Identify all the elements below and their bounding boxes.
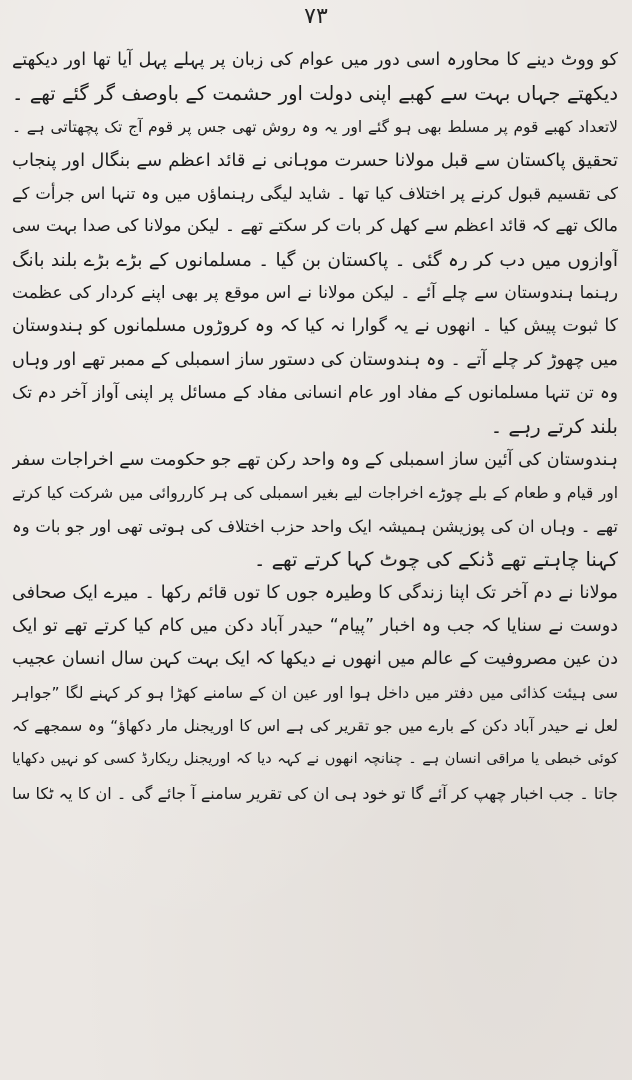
- body-text: [12, 44, 618, 810]
- text-line: ہندوستان کی آئین ساز اسمبلی کے وہ واحد رکن تھے جو حکومت سے اخراجات سفر: [12, 449, 618, 470]
- page-number: ۷۳: [304, 4, 328, 29]
- text-line: جاتا ۔ جب اخبار چھپ کر آئے گا تو خود ہی ان کی تقریر سامنے آ جائے گی ۔ ان کا یہ ٹکا سا: [12, 783, 618, 803]
- text-line: میں چھوڑ کر چلے آتے ۔ وہ ہندوستان کی دستور ساز اسمبلی کے ممبر تھے اور وہاں: [12, 349, 618, 370]
- text-line: دوست نے سنایا کہ جب وہ اخبار ”پیام“ حیدر آباد دکن میں کام کیا کرتے تھے تو ایک: [12, 616, 618, 637]
- text-line: دیکھتے جہاں بہت سے کھبے اپنی دولت اور حشمت کے باوصف گر گئے تھے ۔: [12, 82, 618, 106]
- text-line: رہنما ہندوستان سے چلے آئے ۔ لیکن مولانا نے اس موقع پر بھی اپنے کردار کی عظمت: [12, 283, 618, 304]
- text-line: بلند کرتے رہے ۔: [490, 415, 618, 439]
- text-line: کہنا چاہتے تھے ڈنکے کی چوٹ کہا کرتے تھے ۔: [253, 548, 618, 572]
- text-line: لاتعداد کھبے قوم پر مسلط بھی ہو گئے اور یہ وہ روش تھی جس پر قوم آج تک پچھتاتی ہے ۔: [12, 117, 618, 136]
- text-line: دن عین مصروفیت کے عالم میں انھوں نے دیکھا کہ ایک بہت کہن سال انسان عجیب: [12, 649, 618, 670]
- text-line: تحقیق پاکستان سے قبل مولانا حسرت موہانی نے قائد اعظم سے بنگال اور پنجاب: [12, 149, 618, 171]
- text-line: سی ہیئت کذائی میں دفتر میں داخل ہوا اور عین ان کے سامنے کھڑا ہو کر کہنے لگا ”جواہر: [12, 683, 618, 702]
- text-line: وہ تن تنہا مسلمانوں کے مفاد اور عام انسانی مفاد کے مسائل پر اپنی آواز آخر دم تک: [12, 382, 618, 403]
- text-line: کو ووٹ دینے کا محاورہ اسی دور میں عوام کی زبان پر پہلے پہل آیا تھا اور دیکھتے: [12, 50, 618, 70]
- text-line: لعل نے حیدر آباد دکن کے بارے میں جو تقریر کی ہے اس کا اوریجنل مار دکھاؤ“ وہ سمجھے کہ: [12, 716, 618, 735]
- text-line: مولانا نے دم آخر تک اپنا زندگی کا وطیرہ جوں کا توں قائم رکھا ۔ میرے ایک صحافی: [12, 582, 618, 603]
- text-line: آوازوں میں دب کر رہ گئی ۔ پاکستان بن گیا ۔ مسلمانوں کے بڑے بڑے بلند بانگ: [12, 249, 618, 271]
- text-line: مالک تھے کہ قائد اعظم سے کھل کر بات کر سکتے تھے ۔ لیکن مولانا کی صدا بہت سی: [12, 216, 618, 237]
- text-line: اور قیام و طعام کے بلے چوڑے اخراجات لیے بغیر اسمبلی کی ہر کارروائی میں شرکت کیا کرتے: [12, 483, 618, 502]
- text-line: کی تقسیم قبول کرنے پر اختلاف کیا تھا ۔ شاید لیگی رہنماؤں میں وہ تنہا اس جرأت کے: [12, 184, 618, 204]
- text-line: تھے ۔ وہاں ان کی پوزیشن ہمیشہ ایک واحد حزب اختلاف کی ہوتی تھی اور جو بات وہ: [12, 517, 618, 537]
- text-line: کا ثبوت پیش کیا ۔ انھوں نے یہ گوارا نہ کیا کہ وہ کروڑوں مسلمانوں کو ہندوستان: [12, 316, 618, 337]
- text-line: کوئی خبطی یا مراقی انسان ہے ۔ چنانچہ انھوں نے کہہ دیا کہ اوریجنل ریکارڈ کسی کو نہیں دکھایا: [12, 751, 618, 768]
